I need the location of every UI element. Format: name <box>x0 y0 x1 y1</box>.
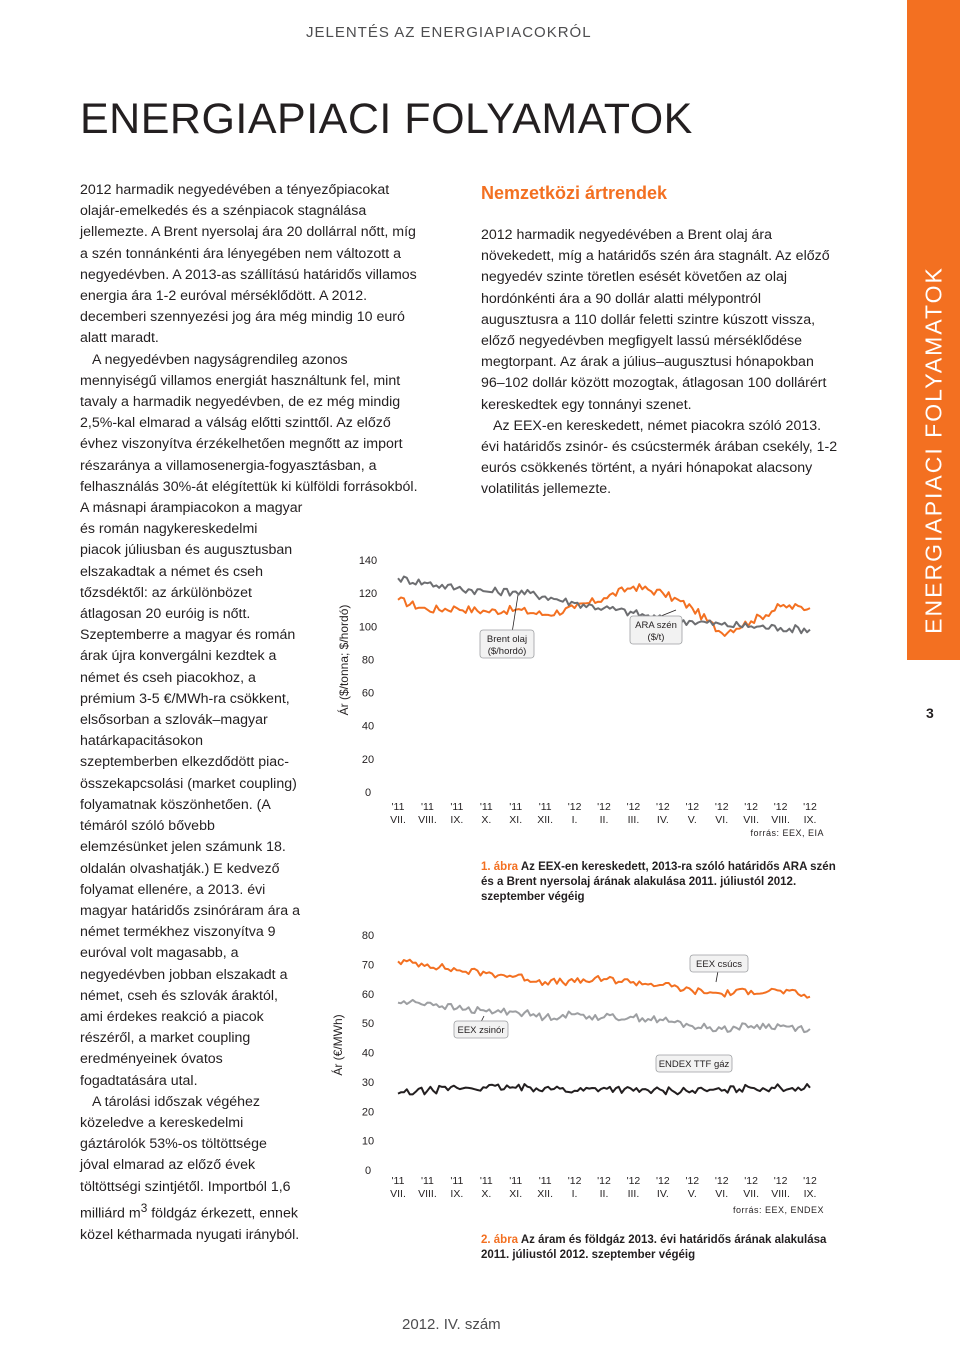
x-tick-month: X. <box>481 814 492 826</box>
callout-csucs <box>690 955 748 982</box>
figure-2-chart <box>320 920 840 1220</box>
callout-ttf-label: ENDEX TTF gáz <box>658 1059 730 1070</box>
y-tick-label: 120 <box>358 588 378 601</box>
x-tick-month: IX. <box>450 1188 464 1200</box>
x-tick-year: '12 <box>656 1175 670 1187</box>
x-tick-year: '12 <box>685 1175 700 1187</box>
y-tick-label: 0 <box>364 787 372 799</box>
x-tick-month: II. <box>599 1188 609 1200</box>
x-tick-month: I. <box>571 1188 578 1200</box>
figure-1-source: forrás: EEX, EIA <box>750 828 824 838</box>
figure-2-caption-text: Az áram és földgáz 2013. évi határidős árának alakulása 2011. júliustól 2012. szeptember végéig <box>481 1234 827 1261</box>
y-tick-label: 60 <box>361 988 375 1001</box>
footer-issue: 2012. IV. szám <box>402 1316 501 1333</box>
superscript-3: 3 <box>140 1200 148 1215</box>
callout-brent-line-2: ($/hordó) <box>487 646 527 657</box>
x-tick-month: X. <box>481 1188 492 1200</box>
y-tick-label: 50 <box>361 1018 375 1031</box>
x-tick-month: VII. <box>390 814 406 826</box>
callout-zsinor-label: EEX zsinór <box>457 1025 505 1036</box>
x-tick-year: '11 <box>391 801 405 813</box>
callout-brent-line-1: Brent olaj <box>486 634 528 645</box>
x-tick-month: IV. <box>656 1188 669 1200</box>
figure-1-y-axis-title: Ár ($/tonna; $/hordó) <box>337 604 351 716</box>
y-tick-label: 80 <box>361 654 375 667</box>
x-tick-year: '11 <box>479 801 493 813</box>
x-tick-year: '12 <box>744 801 758 813</box>
page-title: ENERGIAPIACI FOLYAMATOK <box>80 95 693 143</box>
x-tick-month: III. <box>627 1188 640 1200</box>
x-tick-year: '12 <box>714 1175 729 1187</box>
figure-2-source: forrás: EEX, ENDEX <box>732 1205 824 1215</box>
x-tick-month: IX. <box>803 1188 817 1200</box>
x-tick-month: VII. <box>743 1188 760 1200</box>
x-tick-year: '12 <box>626 801 641 813</box>
figure-1-y-ticks <box>359 555 377 799</box>
left-narrow-column <box>80 519 300 1246</box>
y-tick-label: 10 <box>361 1135 375 1148</box>
x-tick-year: '12 <box>597 1175 611 1187</box>
callout-brent <box>480 595 534 658</box>
y-tick-label: 20 <box>361 1106 375 1119</box>
x-tick-month: VIII. <box>418 1188 437 1200</box>
right-paragraph-2: Az EEX-en kereskedett, német piacokra szóló 2013. évi határidős zsinór- és csúcstermék árában csekély, 1-2 eurós csökkenés történt, a nyári hónapokat alacsony volatilitás jellemezte. <box>481 417 838 498</box>
x-tick-year: '12 <box>567 801 582 813</box>
figure-1-lines <box>398 577 810 636</box>
x-tick-year: '11 <box>509 1175 523 1187</box>
figure-1-chart <box>320 540 840 850</box>
y-tick-label: 60 <box>361 687 375 700</box>
y-tick-label: 100 <box>358 621 378 634</box>
x-tick-month: III. <box>627 814 640 826</box>
x-tick-year: '11 <box>479 1175 493 1187</box>
right-column <box>481 225 841 501</box>
x-tick-month: VIII. <box>771 1188 790 1200</box>
figure-2-y-axis-title: Ár (€/MWh) <box>331 1014 345 1076</box>
x-tick-year: '11 <box>538 801 552 813</box>
x-tick-month: VIII. <box>418 814 437 826</box>
left-paragraph-3-end: földgáz érkezett, ennek közel kétharmada nyugati irányból. <box>80 1205 300 1243</box>
figure-1-caption-text: Az EEX-en kereskedett, 2013-ra szóló határidős ARA szén és a Brent nyersolaj árának alakulása 2011. júliustól 2012. szeptember végéig <box>481 861 836 903</box>
right-paragraph-1: 2012 harmadik negyedévében a Brent olaj ára növekedett, míg a határidős szén ára stagnált. Az előző negyedév szinte töretlen esését követően az olaj hordónkénti ára a 90 dollár alatti mélypontról augusztusra a 110 dollár feletti szintre kúszott vissza, előző negyedévben megfigyelt lassú mérséklődése megtorpant. Az árak a július–augusztusi hónapokban 96–102 dollár között mozogtak, átlagosan 100 dollárért kereskedtek egy tonnányi szenet. <box>481 227 830 413</box>
x-tick-month: V. <box>687 1188 697 1200</box>
figure-2-x-ticks <box>390 1175 817 1200</box>
x-tick-year: '11 <box>450 1175 464 1187</box>
callout-csucs-label: EEX csúcs <box>696 959 742 970</box>
x-tick-month: VI. <box>715 814 729 826</box>
x-tick-month: VI. <box>715 1188 729 1200</box>
x-tick-month: XI. <box>509 1188 523 1200</box>
y-tick-label: 140 <box>358 555 378 567</box>
x-tick-year: '12 <box>773 801 788 813</box>
page-number: 3 <box>926 705 934 721</box>
figure-2-caption-number: 2. ábra <box>481 1234 519 1246</box>
y-tick-label: 80 <box>361 930 375 942</box>
y-tick-label: 40 <box>361 1047 375 1060</box>
x-tick-year: '11 <box>391 1175 405 1187</box>
figure-2-svg <box>320 920 840 1220</box>
x-tick-month: IX. <box>803 814 817 826</box>
callout-ara-line-1: ARA szén <box>635 620 677 631</box>
x-tick-month: VII. <box>390 1188 406 1200</box>
x-tick-year: '12 <box>803 801 817 813</box>
figure-1-caption <box>481 860 841 905</box>
x-tick-month: II. <box>599 814 609 826</box>
y-tick-label: 40 <box>361 720 375 733</box>
left-paragraph-1: 2012 harmadik negyedévében a tényezőpiacokat olajár-emelkedés és a szénpiacok stagnálása jellemezte. A Brent nyersolaj ára 20 dollárral nőtt, míg a szén tonnánkénti ára lényegében nem változott a negyedévben. A 2013-as szállítású határidős villamos energia ára 1-2 euróval mérséklődött. A 2012. decemberi szennyezési jog ára még mindig 10 euró alatt maradt. <box>80 182 417 347</box>
x-tick-year: '12 <box>744 1175 758 1187</box>
x-tick-year: '12 <box>803 1175 817 1187</box>
x-tick-month: VIII. <box>771 814 790 826</box>
series-line <box>398 1084 810 1094</box>
x-tick-year: '12 <box>597 801 611 813</box>
figure-1-x-ticks <box>390 801 817 826</box>
callout-zsinor <box>454 1016 508 1038</box>
x-tick-month: XI. <box>509 814 523 826</box>
x-tick-year: '12 <box>685 801 700 813</box>
x-tick-year: '11 <box>450 801 464 813</box>
x-tick-year: '12 <box>773 1175 788 1187</box>
x-tick-month: V. <box>687 814 697 826</box>
x-tick-month: IX. <box>450 814 464 826</box>
left-paragraph-3 <box>80 1092 300 1246</box>
callout-ttf <box>656 1055 732 1072</box>
x-tick-year: '12 <box>656 801 670 813</box>
x-tick-year: '12 <box>567 1175 582 1187</box>
x-tick-month: XII. <box>537 1188 554 1200</box>
y-tick-label: 0 <box>364 1165 372 1177</box>
running-header: JELENTÉS AZ ENERGIAPIACOKRÓL <box>306 24 592 41</box>
figure-2-y-ticks <box>362 930 374 1177</box>
callout-ara-line-2: ($/t) <box>647 632 665 643</box>
series-line <box>398 584 810 636</box>
x-tick-year: '11 <box>538 1175 552 1187</box>
callout-csucs-leader <box>716 971 718 982</box>
left-paragraph-2a: A negyedévben nagyságrendileg azonos mennyiségű villamos energiát használtunk fel, mint tavaly a harmadik negyedévben, de ez még mindig 2,5%-kal elmarad a válság előtti szinttől. Az előző évhez viszonyítva érzékelhetően megnőtt az import részaránya a villamosenergia-fogyasztásban, a felhasználás 30%-át elégítettük ki külföldi forrásokból. A másnapi árampiacokon a magyar <box>80 351 418 517</box>
x-tick-month: I. <box>571 814 578 826</box>
left-paragraph-3-text: A tárolási időszak végéhez közeledve a kereskedelmi gáztárolók 53%-os töltöttsége jóval elmarad az előző évek töltöttségi szintjétől. Importból 1,6 milliárd m <box>80 1093 291 1222</box>
side-title <box>907 0 960 660</box>
figure-2-caption <box>481 1233 841 1263</box>
x-tick-year: '11 <box>509 801 523 813</box>
x-tick-year: '12 <box>626 1175 641 1187</box>
figure-1-svg <box>320 540 840 850</box>
x-tick-year: '11 <box>420 801 434 813</box>
y-tick-label: 20 <box>361 753 375 766</box>
y-tick-label: 30 <box>361 1076 375 1089</box>
callout-brent-leader <box>512 595 518 633</box>
section-title: Nemzetközi ártrendek <box>481 183 668 203</box>
side-title-text: ENERGIAPIACI FOLYAMATOK <box>920 266 946 634</box>
x-tick-month: XII. <box>537 814 554 826</box>
x-tick-month: IV. <box>656 814 669 826</box>
figure-1-caption-number: 1. ábra <box>481 861 519 873</box>
y-tick-label: 70 <box>361 959 375 972</box>
x-tick-year: '11 <box>420 1175 434 1187</box>
x-tick-year: '12 <box>714 801 729 813</box>
x-tick-month: VII. <box>743 814 760 826</box>
left-paragraph-2b: és román nagykereskedelmi piacok júliusban és augusztusban elszakadtak a német és cseh tőzsdéktől: az árkülönbözet átlagosan 20 euróig is nőtt. Szeptemberre a magyar és román árak újra konvergálni kezdtek a német és cseh piacokhoz, a prémium 3-5 €/MWh-ra csökkent, elsősorban a szlovák–magyar határkapacitásokon szeptemberben elkezdődött piac-összekapcsolási (market coupling) folyamatnak köszönhetően. (A témáról szóló bővebb elemzésünket jelen számunk 18. oldalán olvashatják.) E kedvező folyamat ellenére, a 2013. évi magyar határidős zsinóráram ára a német termékhez viszonyítva 9 euróval volt magasabb, a negyedévben jobban elszakadt a német, cseh és szlovák áraktól, ami érdekes reakció a piacok részéről, a market coupling eredményeinek óvatos fogadtatására utal. <box>80 521 301 1089</box>
